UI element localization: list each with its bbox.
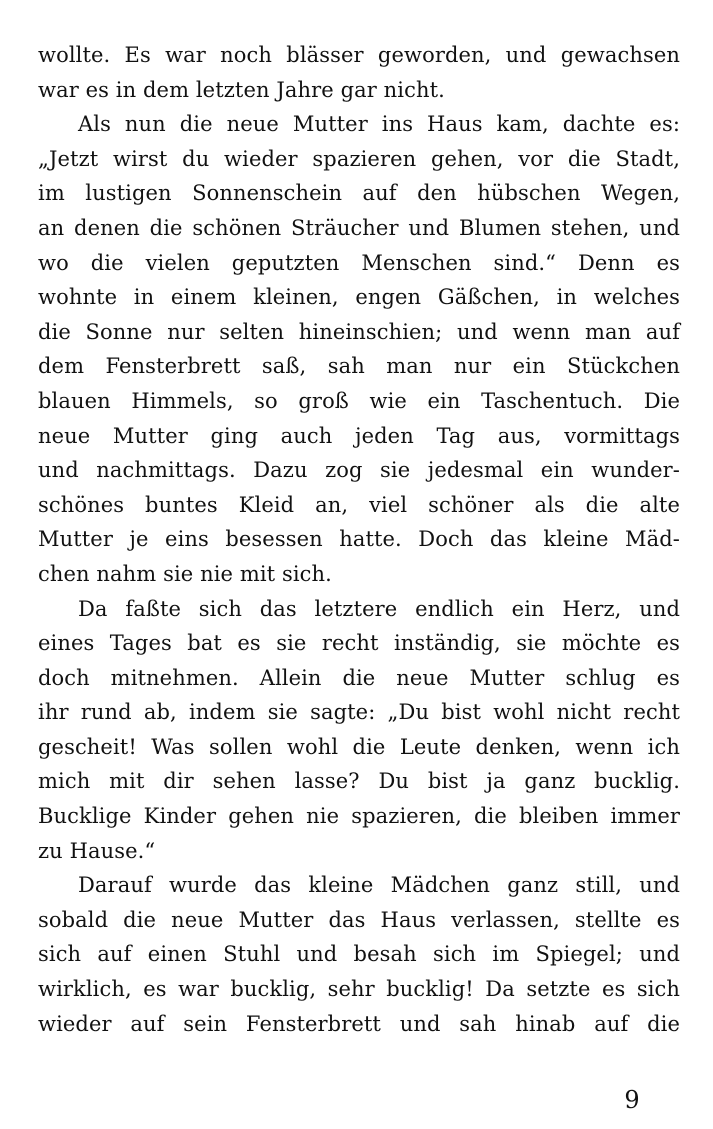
text-line: mich mit dir sehen lasse? Du bist ja ganz bucklig. bbox=[38, 769, 680, 794]
text-line: neue Mutter ging auch jeden Tag aus, vormittags bbox=[38, 423, 680, 448]
text-line: und nachmittags. Dazu zog sie jedesmal ein wunder- bbox=[38, 458, 680, 483]
text-line: Da faßte sich das letztere endlich ein Herz, und bbox=[78, 596, 680, 621]
text-line: eines Tages bat es sie recht inständig, sie möchte es bbox=[38, 631, 680, 656]
text-line: wollte. Es war noch blässer geworden, und gewachsen bbox=[38, 43, 680, 67]
text-line: wieder auf sein Fensterbrett und sah hinab auf die bbox=[38, 1011, 680, 1036]
text-line: im lustigen Sonnenschein auf den hübschen Wegen, bbox=[38, 181, 680, 206]
text-line: ihr rund ab, indem sie sagte: „Du bist wohl nicht recht bbox=[38, 700, 680, 725]
text-line: Als nun die neue Mutter ins Haus kam, dachte es: bbox=[78, 112, 680, 137]
text-line: wirklich, es war bucklig, sehr bucklig! Da setzte es sich bbox=[38, 977, 680, 1002]
text-line: chen nahm sie nie mit sich. bbox=[38, 561, 332, 586]
text-line: sich auf einen Stuhl und besah sich im Spiegel; und bbox=[38, 942, 680, 967]
text-line: blauen Himmels, so groß wie ein Taschentuch. Die bbox=[38, 388, 680, 413]
text-line: sobald die neue Mutter das Haus verlassen, stellte es bbox=[38, 907, 680, 932]
text-line: Darauf wurde das kleine Mädchen ganz still, und bbox=[78, 873, 680, 898]
text-line: dem Fensterbrett saß, sah man nur ein Stückchen bbox=[38, 354, 680, 379]
text-line: gescheit! Was sollen wohl die Leute denken, wenn ich bbox=[38, 734, 680, 759]
page-number: 9 bbox=[624, 1086, 640, 1114]
text-line: wo die vielen geputzten Menschen sind.“ Denn es bbox=[38, 250, 680, 275]
body-text bbox=[38, 38, 680, 1041]
text-line: an denen die schönen Sträucher und Blumen stehen, und bbox=[38, 215, 680, 240]
text-line: Bucklige Kinder gehen nie spazieren, die bleiben immer bbox=[38, 804, 680, 829]
text-line: war es in dem letzten Jahre gar nicht. bbox=[38, 77, 445, 102]
text-line: wohnte in einem kleinen, engen Gäßchen, in welches bbox=[38, 285, 680, 310]
text-line: die Sonne nur selten hineinschien; und wenn man auf bbox=[38, 319, 680, 344]
text-line: zu Hause.“ bbox=[38, 838, 156, 863]
text-line: „Jetzt wirst du wieder spazieren gehen, vor die Stadt, bbox=[38, 146, 680, 171]
text-line: schönes buntes Kleid an, viel schöner als die alte bbox=[38, 492, 680, 517]
text-line: doch mitnehmen. Allein die neue Mutter schlug es bbox=[38, 665, 680, 690]
text-line: Mutter je eins besessen hatte. Doch das kleine Mäd- bbox=[38, 527, 680, 552]
